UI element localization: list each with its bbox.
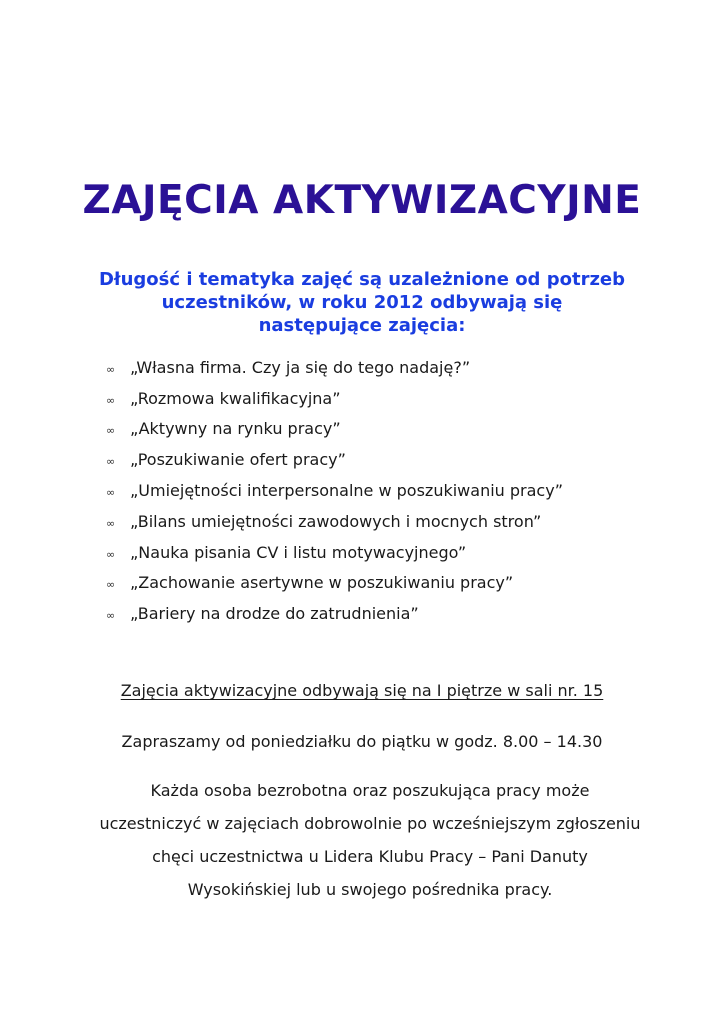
infinity-bullet-icon: ∞	[106, 455, 116, 469]
topic-label: „Nauka pisania CV i listu motywacyjnego”	[130, 542, 467, 562]
intro-line: następujące zajęcia:	[258, 315, 466, 336]
intro-paragraph	[80, 268, 644, 337]
list-item	[106, 475, 666, 506]
info-line: uczestniczyć w zajęciach dobrowolnie po wcześniejszym zgłoszeniu	[99, 814, 641, 833]
participation-info	[70, 774, 670, 906]
infinity-bullet-icon: ∞	[106, 547, 116, 561]
topics-list	[106, 352, 666, 629]
location-text: Zajęcia aktywizacyjne odbywają się na I piętrze w sali nr. 15	[120, 681, 604, 700]
info-line: Każda osoba bezrobotna oraz poszukująca pracy może	[150, 781, 590, 800]
topic-label: „Aktywny na rynku pracy”	[130, 419, 341, 439]
info-line: Wysokińskiej lub u swojego pośrednika pracy.	[187, 880, 553, 899]
info-line: chęci uczestnictwa u Lidera Klubu Pracy – Pani Danuty	[152, 847, 588, 866]
location-note	[0, 681, 724, 700]
topic-label: „Poszukiwanie ofert pracy”	[130, 450, 346, 470]
infinity-bullet-icon: ∞	[106, 362, 116, 376]
list-item	[106, 352, 666, 383]
infinity-bullet-icon: ∞	[106, 609, 116, 623]
page-title: ZAJĘCIA AKTYWIZACYJNE	[82, 178, 642, 223]
intro-line: uczestników, w roku 2012 odbywają się	[161, 292, 563, 313]
topic-label: „Rozmowa kwalifikacyjna”	[130, 388, 341, 408]
list-item	[106, 414, 666, 445]
list-item	[106, 444, 666, 475]
infinity-bullet-icon: ∞	[106, 516, 116, 530]
list-item	[106, 383, 666, 414]
list-item	[106, 568, 666, 599]
topic-label: „Własna firma. Czy ja się do tego nadaję?”	[130, 357, 471, 377]
topic-label: „Bariery na drodze do zatrudnienia”	[130, 604, 419, 624]
infinity-bullet-icon: ∞	[106, 393, 116, 407]
list-item	[106, 598, 666, 629]
infinity-bullet-icon: ∞	[106, 424, 116, 438]
topic-label: „Bilans umiejętności zawodowych i mocnych stron”	[130, 511, 542, 531]
topic-label: „Zachowanie asertywne w poszukiwaniu pracy”	[130, 573, 514, 593]
opening-hours: Zapraszamy od poniedziałku do piątku w godz. 8.00 – 14.30	[121, 732, 603, 751]
infinity-bullet-icon: ∞	[106, 486, 116, 500]
list-item	[106, 537, 666, 568]
intro-line: Długość i tematyka zajęć są uzależnione od potrzeb	[98, 269, 626, 290]
infinity-bullet-icon: ∞	[106, 578, 116, 592]
topic-label: „Umiejętności interpersonalne w poszukiwaniu pracy”	[130, 481, 563, 501]
list-item	[106, 506, 666, 537]
